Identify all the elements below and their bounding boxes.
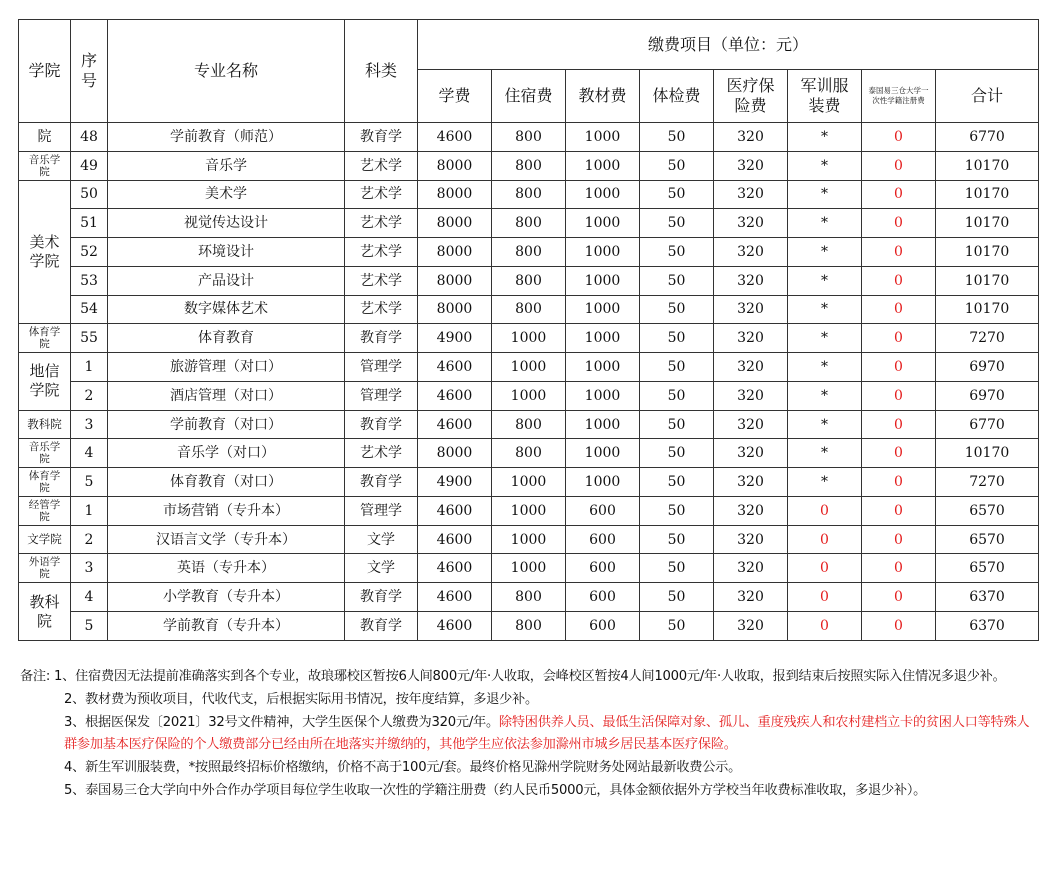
cell-dorm: 1000 bbox=[492, 525, 566, 554]
cell-total: 7270 bbox=[936, 468, 1039, 497]
cell-dorm: 800 bbox=[492, 266, 566, 295]
cell-books: 1000 bbox=[566, 381, 640, 410]
cell-tuition: 4900 bbox=[418, 468, 492, 497]
cell-college: 地信学院 bbox=[19, 353, 71, 411]
table-row bbox=[19, 180, 1039, 209]
cell-seq: 50 bbox=[71, 180, 108, 209]
cell-dorm: 800 bbox=[492, 612, 566, 641]
cell-registration: 0 bbox=[862, 151, 936, 180]
cell-category: 艺术学 bbox=[345, 266, 418, 295]
cell-tuition: 4600 bbox=[418, 583, 492, 612]
cell-college: 院 bbox=[19, 123, 71, 152]
cell-tuition: 8000 bbox=[418, 180, 492, 209]
table-row bbox=[19, 468, 1039, 497]
cell-category: 教育学 bbox=[345, 410, 418, 439]
cell-books: 1000 bbox=[566, 180, 640, 209]
cell-insurance: 320 bbox=[714, 410, 788, 439]
cell-insurance: 320 bbox=[714, 525, 788, 554]
cell-category: 艺术学 bbox=[345, 238, 418, 267]
cell-major: 市场营销（专升本） bbox=[108, 496, 345, 525]
cell-exam: 50 bbox=[640, 381, 714, 410]
cell-registration: 0 bbox=[862, 496, 936, 525]
cell-college: 体育学院 bbox=[19, 324, 71, 353]
cell-uniform: * bbox=[788, 439, 862, 468]
cell-uniform: 0 bbox=[788, 583, 862, 612]
cell-uniform: * bbox=[788, 295, 862, 324]
cell-category: 艺术学 bbox=[345, 151, 418, 180]
cell-major: 音乐学 bbox=[108, 151, 345, 180]
cell-exam: 50 bbox=[640, 612, 714, 641]
cell-college: 美术学院 bbox=[19, 180, 71, 324]
cell-insurance: 320 bbox=[714, 468, 788, 497]
cell-books: 1000 bbox=[566, 353, 640, 382]
cell-books: 1000 bbox=[566, 324, 640, 353]
cell-category: 管理学 bbox=[345, 381, 418, 410]
cell-college: 文学院 bbox=[19, 525, 71, 554]
cell-uniform: * bbox=[788, 410, 862, 439]
cell-insurance: 320 bbox=[714, 583, 788, 612]
cell-major: 旅游管理（对口） bbox=[108, 353, 345, 382]
cell-dorm: 800 bbox=[492, 439, 566, 468]
cell-books: 600 bbox=[566, 525, 640, 554]
cell-college: 音乐学院 bbox=[19, 439, 71, 468]
header-medical-exam: 体检费 bbox=[640, 70, 714, 123]
cell-seq: 48 bbox=[71, 123, 108, 152]
cell-exam: 50 bbox=[640, 410, 714, 439]
cell-uniform: * bbox=[788, 209, 862, 238]
cell-major: 学前教育（对口） bbox=[108, 410, 345, 439]
cell-insurance: 320 bbox=[714, 266, 788, 295]
cell-seq: 54 bbox=[71, 295, 108, 324]
cell-tuition: 8000 bbox=[418, 295, 492, 324]
cell-insurance: 320 bbox=[714, 209, 788, 238]
table-row bbox=[19, 324, 1039, 353]
cell-registration: 0 bbox=[862, 410, 936, 439]
cell-exam: 50 bbox=[640, 439, 714, 468]
cell-registration: 0 bbox=[862, 266, 936, 295]
cell-exam: 50 bbox=[640, 496, 714, 525]
cell-dorm: 800 bbox=[492, 238, 566, 267]
cell-exam: 50 bbox=[640, 525, 714, 554]
table-row bbox=[19, 554, 1039, 583]
cell-uniform: * bbox=[788, 468, 862, 497]
cell-uniform: * bbox=[788, 324, 862, 353]
cell-registration: 0 bbox=[862, 180, 936, 209]
header-college: 学院 bbox=[19, 20, 71, 123]
cell-registration: 0 bbox=[862, 238, 936, 267]
cell-college: 经管学院 bbox=[19, 496, 71, 525]
cell-insurance: 320 bbox=[714, 353, 788, 382]
cell-seq: 1 bbox=[71, 353, 108, 382]
cell-dorm: 1000 bbox=[492, 381, 566, 410]
cell-tuition: 8000 bbox=[418, 238, 492, 267]
cell-seq: 51 bbox=[71, 209, 108, 238]
cell-uniform: 0 bbox=[788, 554, 862, 583]
cell-books: 1000 bbox=[566, 266, 640, 295]
cell-insurance: 320 bbox=[714, 324, 788, 353]
table-row bbox=[19, 439, 1039, 468]
header-tuition: 学费 bbox=[418, 70, 492, 123]
cell-total: 10170 bbox=[936, 238, 1039, 267]
cell-tuition: 8000 bbox=[418, 209, 492, 238]
cell-exam: 50 bbox=[640, 468, 714, 497]
table-row bbox=[19, 266, 1039, 295]
cell-major: 音乐学（对口） bbox=[108, 439, 345, 468]
table-row bbox=[19, 583, 1039, 612]
cell-major: 数字媒体艺术 bbox=[108, 295, 345, 324]
cell-major: 产品设计 bbox=[108, 266, 345, 295]
cell-dorm: 800 bbox=[492, 209, 566, 238]
cell-dorm: 1000 bbox=[492, 554, 566, 583]
cell-total: 7270 bbox=[936, 324, 1039, 353]
cell-books: 1000 bbox=[566, 151, 640, 180]
table-row bbox=[19, 238, 1039, 267]
cell-insurance: 320 bbox=[714, 439, 788, 468]
cell-dorm: 800 bbox=[492, 123, 566, 152]
cell-insurance: 320 bbox=[714, 238, 788, 267]
header-major: 专业名称 bbox=[108, 20, 345, 123]
cell-uniform: * bbox=[788, 238, 862, 267]
table-row bbox=[19, 295, 1039, 324]
table-row bbox=[19, 123, 1039, 152]
cell-registration: 0 bbox=[862, 324, 936, 353]
cell-major: 美术学 bbox=[108, 180, 345, 209]
cell-books: 1000 bbox=[566, 468, 640, 497]
cell-dorm: 800 bbox=[492, 151, 566, 180]
cell-uniform: 0 bbox=[788, 612, 862, 641]
cell-books: 1000 bbox=[566, 410, 640, 439]
cell-tuition: 4600 bbox=[418, 496, 492, 525]
header-total: 合计 bbox=[936, 70, 1039, 123]
table-row bbox=[19, 151, 1039, 180]
cell-registration: 0 bbox=[862, 353, 936, 382]
cell-dorm: 1000 bbox=[492, 353, 566, 382]
cell-major: 体育教育 bbox=[108, 324, 345, 353]
cell-college: 音乐学院 bbox=[19, 151, 71, 180]
cell-category: 教育学 bbox=[345, 612, 418, 641]
cell-category: 艺术学 bbox=[345, 209, 418, 238]
cell-category: 艺术学 bbox=[345, 295, 418, 324]
notes bbox=[20, 666, 1035, 803]
cell-major: 酒店管理（对口） bbox=[108, 381, 345, 410]
header-uniform: 军训服装费 bbox=[788, 70, 862, 123]
cell-dorm: 800 bbox=[492, 180, 566, 209]
cell-uniform: * bbox=[788, 180, 862, 209]
cell-category: 文学 bbox=[345, 554, 418, 583]
note-3-text: 3、根据医保发〔2021〕32号文件精神，大学生医保个人缴费为320元/年。 bbox=[64, 714, 499, 730]
cell-seq: 4 bbox=[71, 583, 108, 612]
cell-insurance: 320 bbox=[714, 151, 788, 180]
cell-seq: 4 bbox=[71, 439, 108, 468]
cell-category: 艺术学 bbox=[345, 439, 418, 468]
cell-category: 文学 bbox=[345, 525, 418, 554]
cell-seq: 1 bbox=[71, 496, 108, 525]
cell-major: 体育教育（对口） bbox=[108, 468, 345, 497]
cell-major: 学前教育（专升本） bbox=[108, 612, 345, 641]
cell-exam: 50 bbox=[640, 180, 714, 209]
header-fee-group: 缴费项目（单位：元） bbox=[418, 20, 1039, 70]
cell-books: 1000 bbox=[566, 123, 640, 152]
cell-registration: 0 bbox=[862, 525, 936, 554]
table-row bbox=[19, 496, 1039, 525]
cell-exam: 50 bbox=[640, 123, 714, 152]
cell-college: 教科院 bbox=[19, 583, 71, 641]
table-row bbox=[19, 209, 1039, 238]
note-1: 备注: 1、住宿费因无法提前准确落实到各个专业，故琅琊校区暂按6人间800元/年·人收取，会峰校区暂按4人间1000元/年·人收取，报到结束后按照实际入住情况多退少补。 bbox=[20, 669, 1006, 684]
cell-seq: 3 bbox=[71, 554, 108, 583]
cell-total: 10170 bbox=[936, 209, 1039, 238]
table-row bbox=[19, 525, 1039, 554]
cell-seq: 2 bbox=[71, 525, 108, 554]
table-row bbox=[19, 353, 1039, 382]
cell-uniform: * bbox=[788, 353, 862, 382]
note-4: 4、新生军训服装费，*按照最终招标价格缴纳，价格不高于100元/套。最终价格见滁州学院财务处网站最新收费公示。 bbox=[64, 760, 742, 776]
cell-tuition: 4600 bbox=[418, 554, 492, 583]
cell-tuition: 4600 bbox=[418, 525, 492, 554]
cell-category: 教育学 bbox=[345, 324, 418, 353]
cell-major: 学前教育（师范） bbox=[108, 123, 345, 152]
note-5: 5、泰国易三仓大学向中外合作办学项目每位学生收取一次性的学籍注册费（约人民币5000元，具体金额依据外方学校当年收费标准收取，多退少补）。 bbox=[64, 782, 927, 798]
cell-college: 教科院 bbox=[19, 410, 71, 439]
header-insurance: 医疗保险费 bbox=[714, 70, 788, 123]
table-row bbox=[19, 612, 1039, 641]
cell-total: 10170 bbox=[936, 180, 1039, 209]
cell-category: 管理学 bbox=[345, 353, 418, 382]
cell-seq: 52 bbox=[71, 238, 108, 267]
cell-books: 1000 bbox=[566, 439, 640, 468]
cell-exam: 50 bbox=[640, 209, 714, 238]
cell-category: 教育学 bbox=[345, 583, 418, 612]
header-category: 科类 bbox=[345, 20, 418, 123]
cell-registration: 0 bbox=[862, 468, 936, 497]
cell-dorm: 800 bbox=[492, 583, 566, 612]
cell-insurance: 320 bbox=[714, 381, 788, 410]
cell-exam: 50 bbox=[640, 583, 714, 612]
cell-dorm: 800 bbox=[492, 410, 566, 439]
cell-insurance: 320 bbox=[714, 123, 788, 152]
cell-uniform: 0 bbox=[788, 496, 862, 525]
cell-total: 6370 bbox=[936, 612, 1039, 641]
cell-tuition: 4600 bbox=[418, 381, 492, 410]
header-books: 教材费 bbox=[566, 70, 640, 123]
cell-category: 教育学 bbox=[345, 468, 418, 497]
cell-seq: 49 bbox=[71, 151, 108, 180]
cell-dorm: 1000 bbox=[492, 468, 566, 497]
cell-seq: 5 bbox=[71, 468, 108, 497]
cell-registration: 0 bbox=[862, 554, 936, 583]
cell-total: 6370 bbox=[936, 583, 1039, 612]
cell-total: 6770 bbox=[936, 410, 1039, 439]
cell-uniform: 0 bbox=[788, 525, 862, 554]
cell-registration: 0 bbox=[862, 381, 936, 410]
cell-category: 艺术学 bbox=[345, 180, 418, 209]
cell-tuition: 4600 bbox=[418, 353, 492, 382]
cell-exam: 50 bbox=[640, 266, 714, 295]
cell-registration: 0 bbox=[862, 295, 936, 324]
cell-total: 10170 bbox=[936, 266, 1039, 295]
cell-uniform: * bbox=[788, 381, 862, 410]
cell-total: 10170 bbox=[936, 151, 1039, 180]
header-registration: 泰国易三仓大学一次性学籍注册费 bbox=[862, 70, 936, 123]
cell-dorm: 1000 bbox=[492, 496, 566, 525]
cell-college: 外语学院 bbox=[19, 554, 71, 583]
cell-registration: 0 bbox=[862, 209, 936, 238]
cell-registration: 0 bbox=[862, 612, 936, 641]
table-row bbox=[19, 410, 1039, 439]
cell-exam: 50 bbox=[640, 238, 714, 267]
cell-tuition: 4900 bbox=[418, 324, 492, 353]
note-3-highlight: 除特困供养人员、最低生活保障对象、孤儿、重度残疾人和农村建档立卡的贫困人口等特殊人群参加基本医疗保险的个人缴费部分已经由所在地落实并缴纳的，其他学生应依法参加滁州市城乡居民基本医疗保险。 bbox=[64, 714, 1030, 753]
cell-registration: 0 bbox=[862, 583, 936, 612]
note-3 bbox=[20, 712, 1035, 758]
cell-books: 600 bbox=[566, 612, 640, 641]
cell-total: 6570 bbox=[936, 554, 1039, 583]
cell-major: 视觉传达设计 bbox=[108, 209, 345, 238]
cell-exam: 50 bbox=[640, 295, 714, 324]
cell-insurance: 320 bbox=[714, 612, 788, 641]
table-row bbox=[19, 381, 1039, 410]
cell-tuition: 4600 bbox=[418, 612, 492, 641]
cell-major: 环境设计 bbox=[108, 238, 345, 267]
cell-books: 600 bbox=[566, 583, 640, 612]
cell-major: 小学教育（专升本） bbox=[108, 583, 345, 612]
cell-total: 10170 bbox=[936, 295, 1039, 324]
cell-exam: 50 bbox=[640, 353, 714, 382]
cell-insurance: 320 bbox=[714, 295, 788, 324]
cell-major: 汉语言文学（专升本） bbox=[108, 525, 345, 554]
cell-books: 600 bbox=[566, 554, 640, 583]
cell-uniform: * bbox=[788, 266, 862, 295]
cell-college: 体育学院 bbox=[19, 468, 71, 497]
cell-books: 1000 bbox=[566, 295, 640, 324]
cell-total: 6570 bbox=[936, 496, 1039, 525]
cell-category: 教育学 bbox=[345, 123, 418, 152]
header-seq: 序号 bbox=[71, 20, 108, 123]
cell-seq: 3 bbox=[71, 410, 108, 439]
cell-tuition: 8000 bbox=[418, 266, 492, 295]
cell-total: 6570 bbox=[936, 525, 1039, 554]
cell-seq: 2 bbox=[71, 381, 108, 410]
cell-total: 6970 bbox=[936, 381, 1039, 410]
cell-tuition: 8000 bbox=[418, 151, 492, 180]
cell-exam: 50 bbox=[640, 324, 714, 353]
cell-category: 管理学 bbox=[345, 496, 418, 525]
cell-dorm: 800 bbox=[492, 295, 566, 324]
cell-total: 6770 bbox=[936, 123, 1039, 152]
cell-tuition: 8000 bbox=[418, 439, 492, 468]
cell-books: 1000 bbox=[566, 238, 640, 267]
cell-registration: 0 bbox=[862, 439, 936, 468]
note-2: 2、教材费为预收项目，代收代支，后根据实际用书情况，按年度结算，多退少补。 bbox=[64, 691, 538, 707]
cell-insurance: 320 bbox=[714, 180, 788, 209]
header-dorm: 住宿费 bbox=[492, 70, 566, 123]
cell-seq: 5 bbox=[71, 612, 108, 641]
cell-insurance: 320 bbox=[714, 496, 788, 525]
cell-insurance: 320 bbox=[714, 554, 788, 583]
cell-registration: 0 bbox=[862, 123, 936, 152]
cell-tuition: 4600 bbox=[418, 123, 492, 152]
cell-exam: 50 bbox=[640, 151, 714, 180]
cell-total: 6970 bbox=[936, 353, 1039, 382]
cell-books: 1000 bbox=[566, 209, 640, 238]
cell-uniform: * bbox=[788, 123, 862, 152]
cell-seq: 53 bbox=[71, 266, 108, 295]
cell-seq: 55 bbox=[71, 324, 108, 353]
cell-uniform: * bbox=[788, 151, 862, 180]
cell-books: 600 bbox=[566, 496, 640, 525]
cell-major: 英语（专升本） bbox=[108, 554, 345, 583]
cell-total: 10170 bbox=[936, 439, 1039, 468]
cell-dorm: 1000 bbox=[492, 324, 566, 353]
cell-tuition: 4600 bbox=[418, 410, 492, 439]
fee-table bbox=[18, 19, 1039, 641]
cell-exam: 50 bbox=[640, 554, 714, 583]
